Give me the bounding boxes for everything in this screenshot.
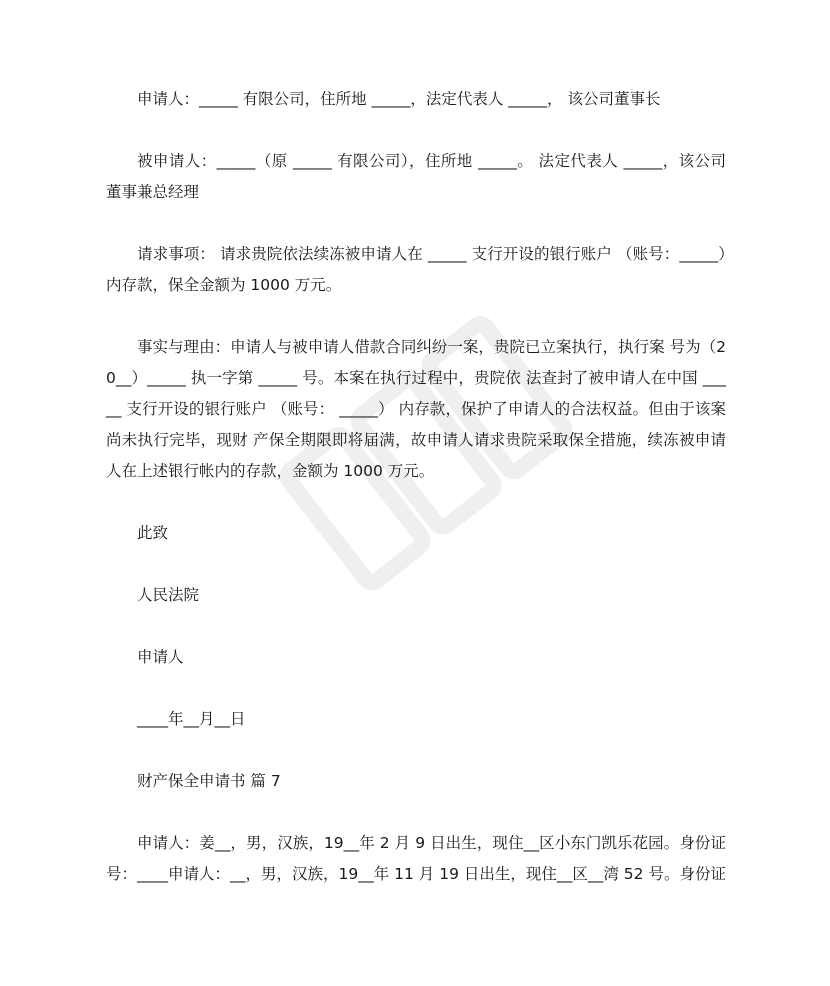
facts-reasons-paragraph: 事实与理由：申请人与被申请人借款合同纠纷一案，贵院已立案执行，执行案 号为（20__）_____ 执一字第 _____ 号。本案在执行过程中，贵院依 法查封了被申请人在中国 _____ 支行开设的银行账户 （账号： _____） 内存款，保护了申请人的合法权益。但由于该案尚未执行完毕，现财 产保全期限即将届满，故申请人请求贵院采取保全措施，续冻被申请 人在上述银行帐内的存款，金额为 1000 万元。 (106, 338, 726, 480)
section-heading-text: 财产保全申请书 篇 7 (137, 772, 281, 790)
court-name-text: 人民法院 (137, 586, 200, 604)
date-line-text: ____年__月__日 (137, 710, 246, 728)
applicants-info-paragraph: 申请人：姜__，男，汉族，19__年 2 月 9 日出生，现住__区小东门凯乐花园。身份证号：____申请人：__，男，汉族，19__年 11 月 19 日出生，现住__区__湾 52 号。身份证 (106, 834, 726, 883)
applicant-paragraph: 申请人：_____ 有限公司，住所地 _____，法定代表人 _____， 该公司董事长 (137, 90, 661, 108)
request-items-paragraph: 请求事项： 请求贵院依法续冻被申请人在 _____ 支行开设的银行账户 （账号：_____）内存款，保全金额为 1000 万元。 (106, 245, 726, 294)
signature-applicant-text: 申请人 (137, 648, 184, 666)
salutation-text: 此致 (137, 524, 169, 542)
document-body (106, 84, 726, 921)
respondent-paragraph: 被申请人：_____（原 _____ 有限公司），住所地 _____。 法定代表人 _____，该公司董事兼总经理 (106, 152, 726, 201)
